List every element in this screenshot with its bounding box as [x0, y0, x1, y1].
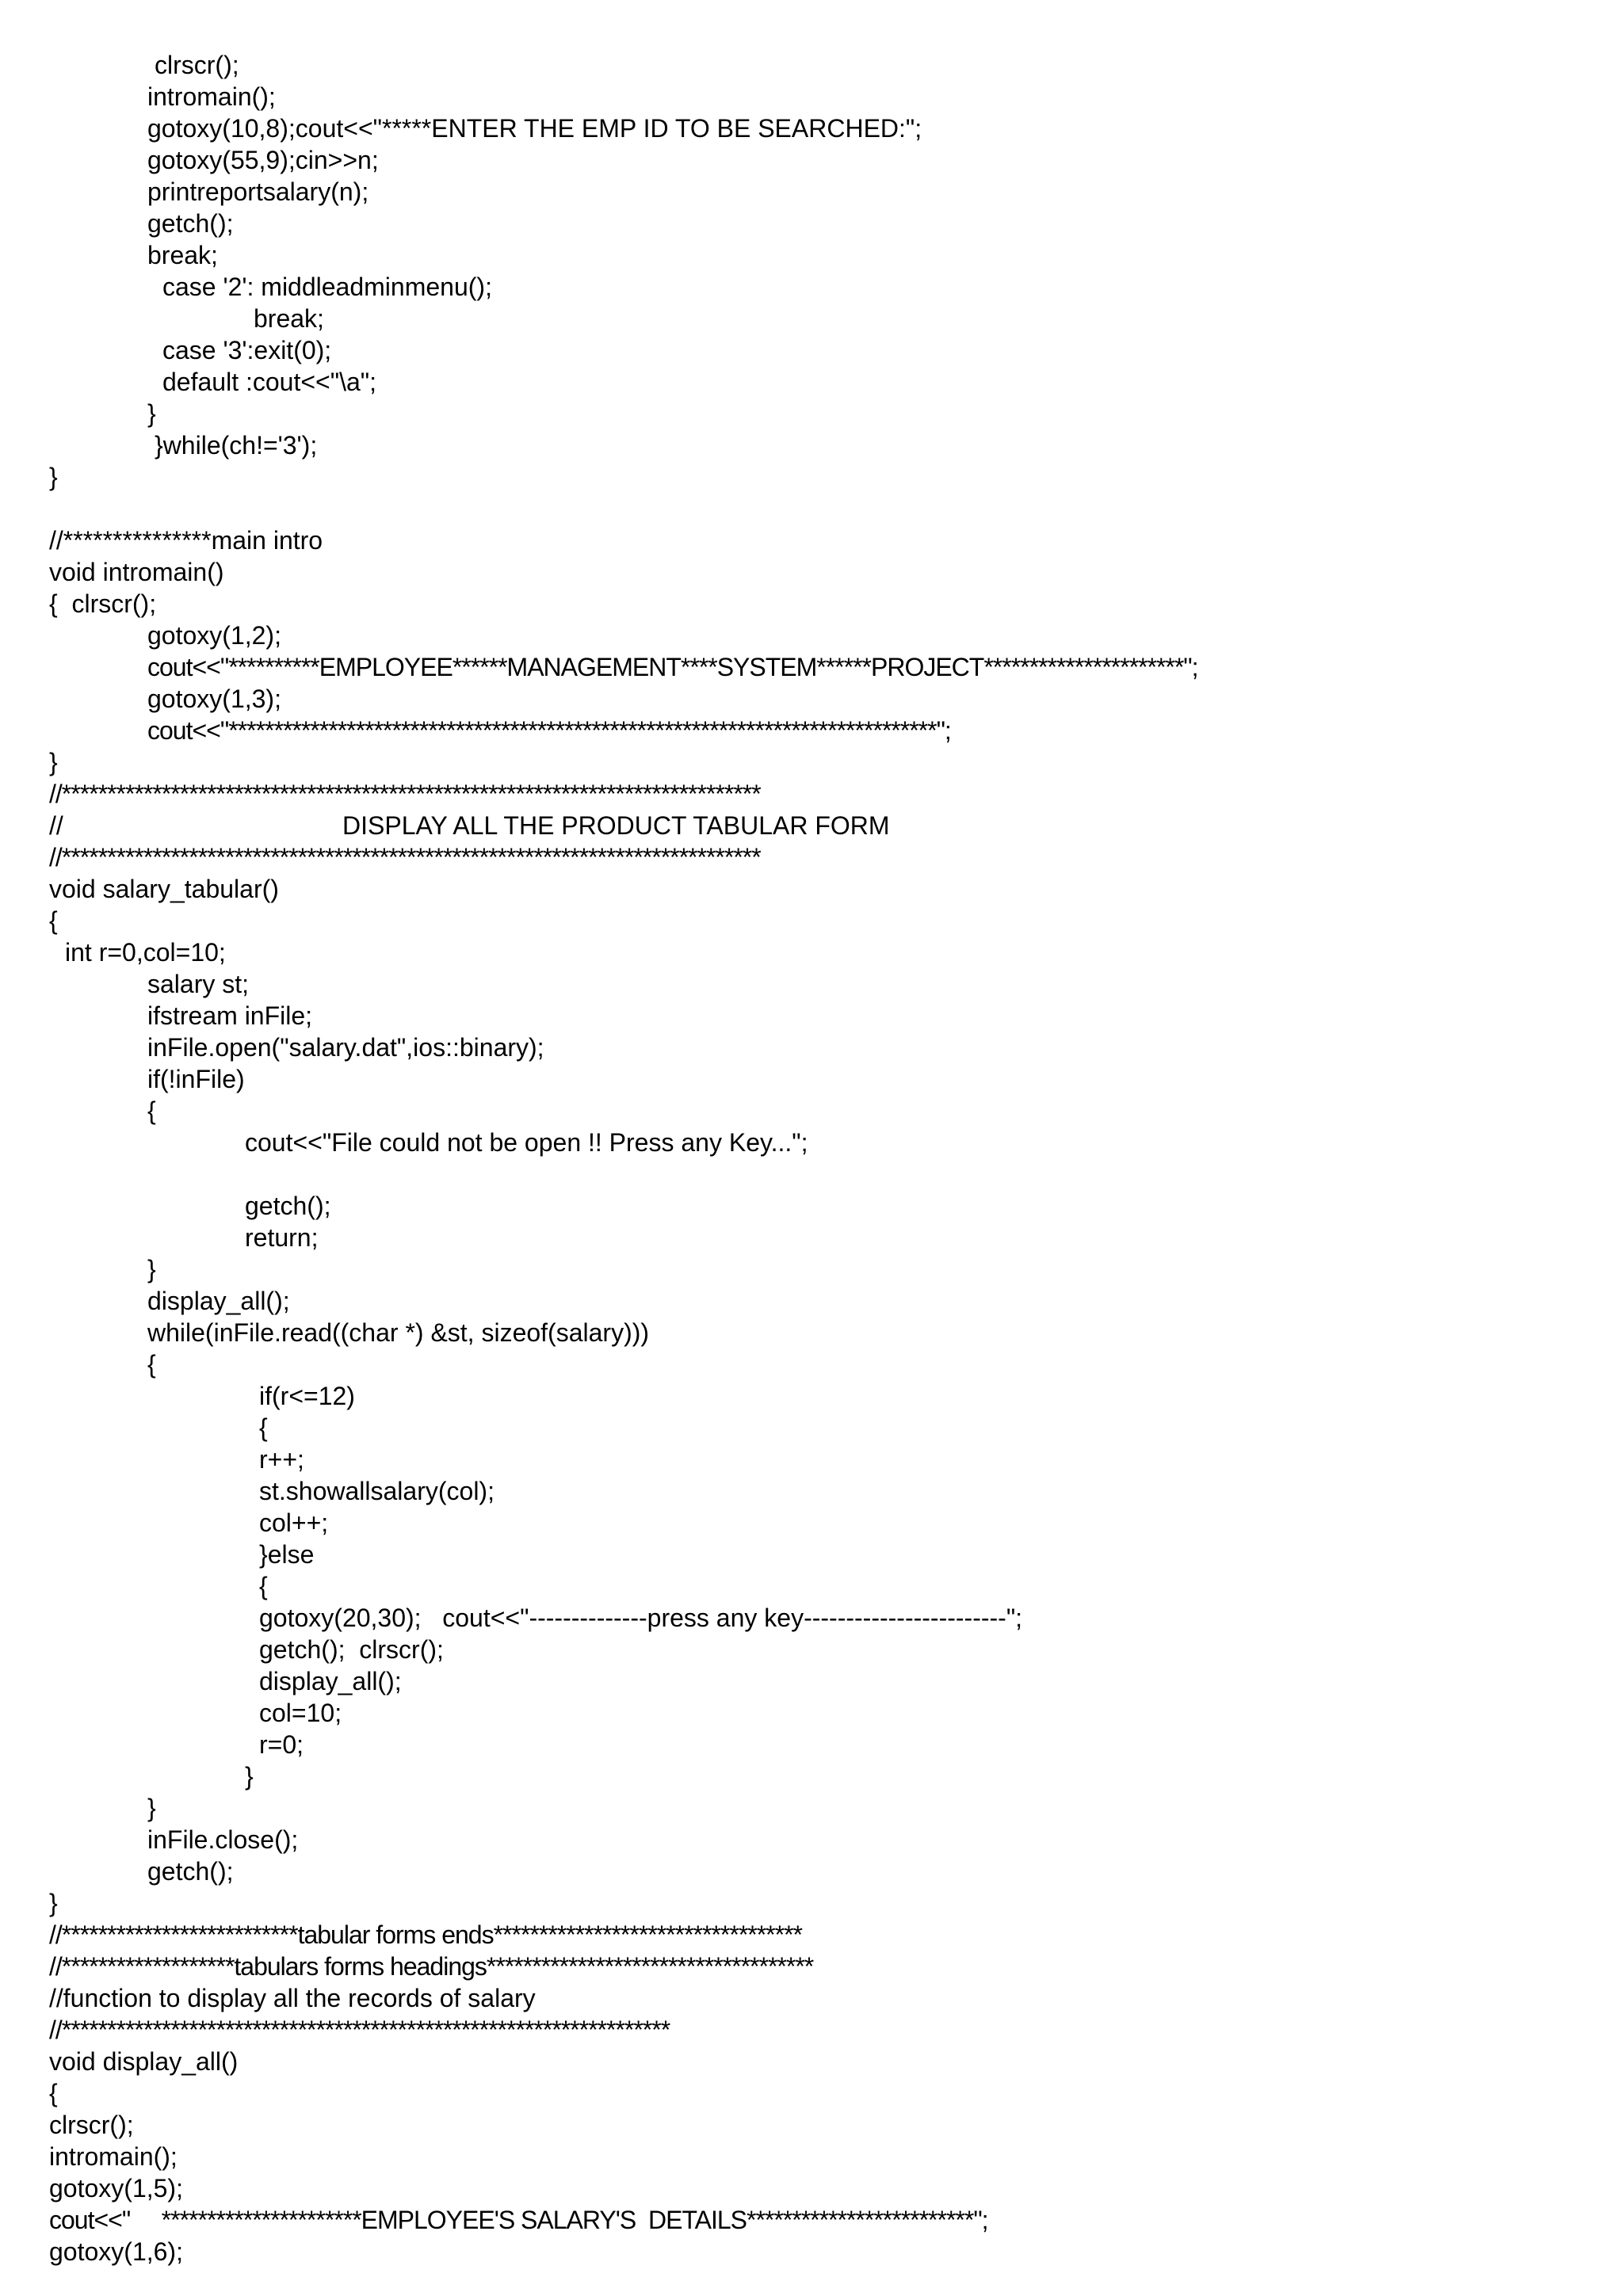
- code-line: case '2': middleadminmenu();: [162, 273, 492, 301]
- code-line: clrscr();: [49, 2111, 134, 2139]
- code-line: inFile.close();: [147, 1825, 299, 1854]
- section-heading: DISPLAY ALL THE PRODUCT TABULAR FORM: [342, 811, 890, 840]
- code-line: salary st;: [147, 970, 250, 998]
- code-line: {: [259, 1413, 268, 1442]
- code-line: display_all();: [259, 1667, 402, 1695]
- code-line: {: [147, 1350, 156, 1379]
- code-line: }: [49, 463, 58, 491]
- code-line: gotoxy(55,9);cin>>n;: [147, 146, 379, 174]
- comment-line: //*****************************************************************************: [49, 843, 761, 871]
- comment-line: //***************main intro: [49, 526, 323, 555]
- code-line: }: [49, 1889, 58, 1917]
- code-line: }: [147, 1794, 156, 1822]
- code-line: cout<<"File could not be open !! Press any Key...";: [245, 1128, 808, 1157]
- code-line: void display_all(): [49, 2047, 239, 2076]
- code-line: { clrscr();: [49, 589, 157, 618]
- code-line: break;: [147, 241, 218, 269]
- code-line: r++;: [259, 1445, 304, 1474]
- code-line: r=0;: [259, 1730, 304, 1759]
- comment-line: //**************************tabular forms ends**********************************: [49, 1920, 802, 1949]
- code-line: cout<<"******************************************************************************";: [147, 716, 951, 745]
- code-line: intromain();: [147, 82, 276, 111]
- code-line: gotoxy(1,6);: [49, 2237, 183, 2266]
- code-line: cout<<"**********EMPLOYEE******MANAGEMENT****SYSTEM******PROJECT**********************";: [147, 653, 1198, 681]
- code-line: }: [245, 1762, 254, 1791]
- code-line: int r=0,col=10;: [65, 938, 226, 967]
- code-line: col++;: [259, 1508, 329, 1537]
- code-line: printreportsalary(n);: [147, 177, 369, 206]
- code-line: gotoxy(1,3);: [147, 685, 281, 713]
- code-line: ifstream inFile;: [147, 1001, 313, 1030]
- code-line: gotoxy(1,5);: [49, 2174, 183, 2203]
- code-line: case '3':exit(0);: [162, 336, 332, 364]
- code-line: getch();: [245, 1192, 331, 1220]
- code-line: inFile.open("salary.dat",ios::binary);: [147, 1033, 544, 1062]
- code-line: default :cout<<"\a";: [162, 368, 377, 396]
- code-line: getch();: [147, 1857, 234, 1886]
- code-line: gotoxy(1,2);: [147, 621, 281, 650]
- code-line: gotoxy(10,8);cout<<"*****ENTER THE EMP ID TO BE SEARCHED:";: [147, 114, 922, 143]
- code-line: {: [49, 2079, 58, 2107]
- code-line: gotoxy(20,30); cout<<"--------------press any key------------------------";: [259, 1604, 1023, 1632]
- comment-line: //: [49, 811, 63, 840]
- code-line: cout<<" **********************EMPLOYEE'S SALARY'S DETAILS*************************";: [49, 2206, 988, 2234]
- code-line: void intromain(): [49, 558, 224, 586]
- code-line: display_all();: [147, 1287, 290, 1315]
- code-line: if(!inFile): [147, 1065, 245, 1093]
- comment-line: //*****************************************************************************: [49, 780, 761, 808]
- code-line: void salary_tabular(): [49, 875, 279, 903]
- code-line: }: [147, 1255, 156, 1283]
- code-line: break;: [254, 304, 324, 333]
- code-line: if(r<=12): [259, 1382, 355, 1410]
- code-line: getch();: [147, 209, 234, 238]
- code-line: }: [147, 399, 156, 428]
- code-line: st.showallsalary(col);: [259, 1477, 495, 1505]
- code-line: return;: [245, 1223, 319, 1252]
- code-line: col=10;: [259, 1699, 342, 1727]
- code-line: intromain();: [49, 2142, 178, 2171]
- comment-line: //*******************************************************************: [49, 2016, 670, 2044]
- code-line: }while(ch!='3');: [155, 431, 318, 460]
- code-line: }: [49, 748, 58, 776]
- code-line: {: [147, 1097, 156, 1125]
- code-line: clrscr();: [155, 51, 239, 79]
- code-line: }else: [259, 1540, 315, 1569]
- comment-line: //*******************tabulars forms headings************************************: [49, 1952, 814, 1981]
- code-line: {: [49, 906, 58, 935]
- code-line: getch(); clrscr();: [259, 1635, 444, 1664]
- comment-line: //function to display all the records of salary: [49, 1984, 536, 2012]
- code-line: {: [259, 1572, 268, 1600]
- code-line: while(inFile.read((char *) &st, sizeof(salary))): [147, 1318, 650, 1347]
